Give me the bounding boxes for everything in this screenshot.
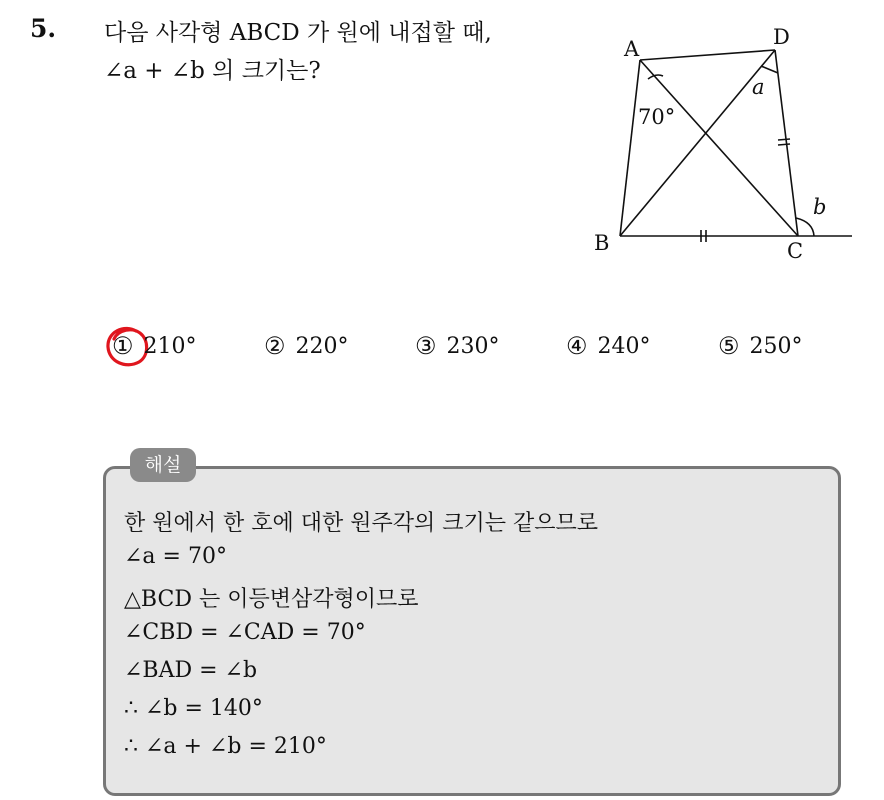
- choice-4-number: ④: [566, 332, 588, 360]
- solution-line-7: ∴ ∠a + ∠b = 210°: [124, 734, 327, 759]
- solution-line-4: ∠CBD = ∠CAD = 70°: [124, 620, 366, 645]
- label-d-vertex: D: [773, 25, 790, 49]
- choice-2[interactable]: [264, 332, 349, 360]
- angle-arc-b: [796, 218, 814, 236]
- choice-5-text: 250°: [749, 333, 803, 359]
- solution-line-5: ∠BAD = ∠b: [124, 658, 258, 683]
- side-ab: [620, 60, 640, 236]
- tick-dc-1: [778, 139, 790, 140]
- solution-line-1: 한 원에서 한 호에 대한 원주각의 크기는 같으므로: [124, 511, 598, 536]
- label-a-vertex: A: [624, 37, 640, 61]
- side-dc: [775, 50, 798, 236]
- label-angle-b: b: [813, 195, 827, 219]
- question-text-line-2: ∠a + ∠b 의 크기는?: [104, 58, 321, 84]
- label-c-vertex: C: [787, 239, 804, 263]
- tick-dc-2: [778, 144, 790, 145]
- solution-line-3: △BCD 는 이등변삼각형이므로: [124, 587, 419, 612]
- figure-svg: [585, 20, 865, 270]
- diagonal-ac: [640, 60, 798, 236]
- choice-3-text: 230°: [446, 333, 500, 359]
- choice-1[interactable]: [112, 332, 197, 360]
- choice-4[interactable]: [566, 332, 651, 360]
- choice-1-text: 210°: [143, 333, 197, 359]
- label-b-vertex: B: [594, 231, 610, 255]
- solution-line-2: ∠a = 70°: [124, 544, 227, 569]
- label-angle-a: a: [752, 75, 765, 99]
- choice-3[interactable]: [415, 332, 500, 360]
- angle-arc-d: [761, 66, 778, 73]
- choice-5[interactable]: [718, 332, 803, 360]
- choice-4-text: 240°: [597, 333, 651, 359]
- question-text-line-1: 다음 사각형 ABCD 가 원에 내접할 때,: [104, 20, 492, 46]
- choice-5-number: ⑤: [718, 332, 740, 360]
- choice-1-number: ①: [112, 332, 134, 360]
- quadrilateral-figure: [585, 20, 865, 270]
- solution-tab: 해설: [130, 448, 196, 482]
- question-number: 5.: [30, 14, 57, 43]
- side-ad: [640, 50, 775, 60]
- choice-3-number: ③: [415, 332, 437, 360]
- choice-2-text: 220°: [295, 333, 349, 359]
- label-70-degree: 70°: [638, 105, 676, 129]
- solution-line-6: ∴ ∠b = 140°: [124, 696, 263, 721]
- choice-2-number: ②: [264, 332, 286, 360]
